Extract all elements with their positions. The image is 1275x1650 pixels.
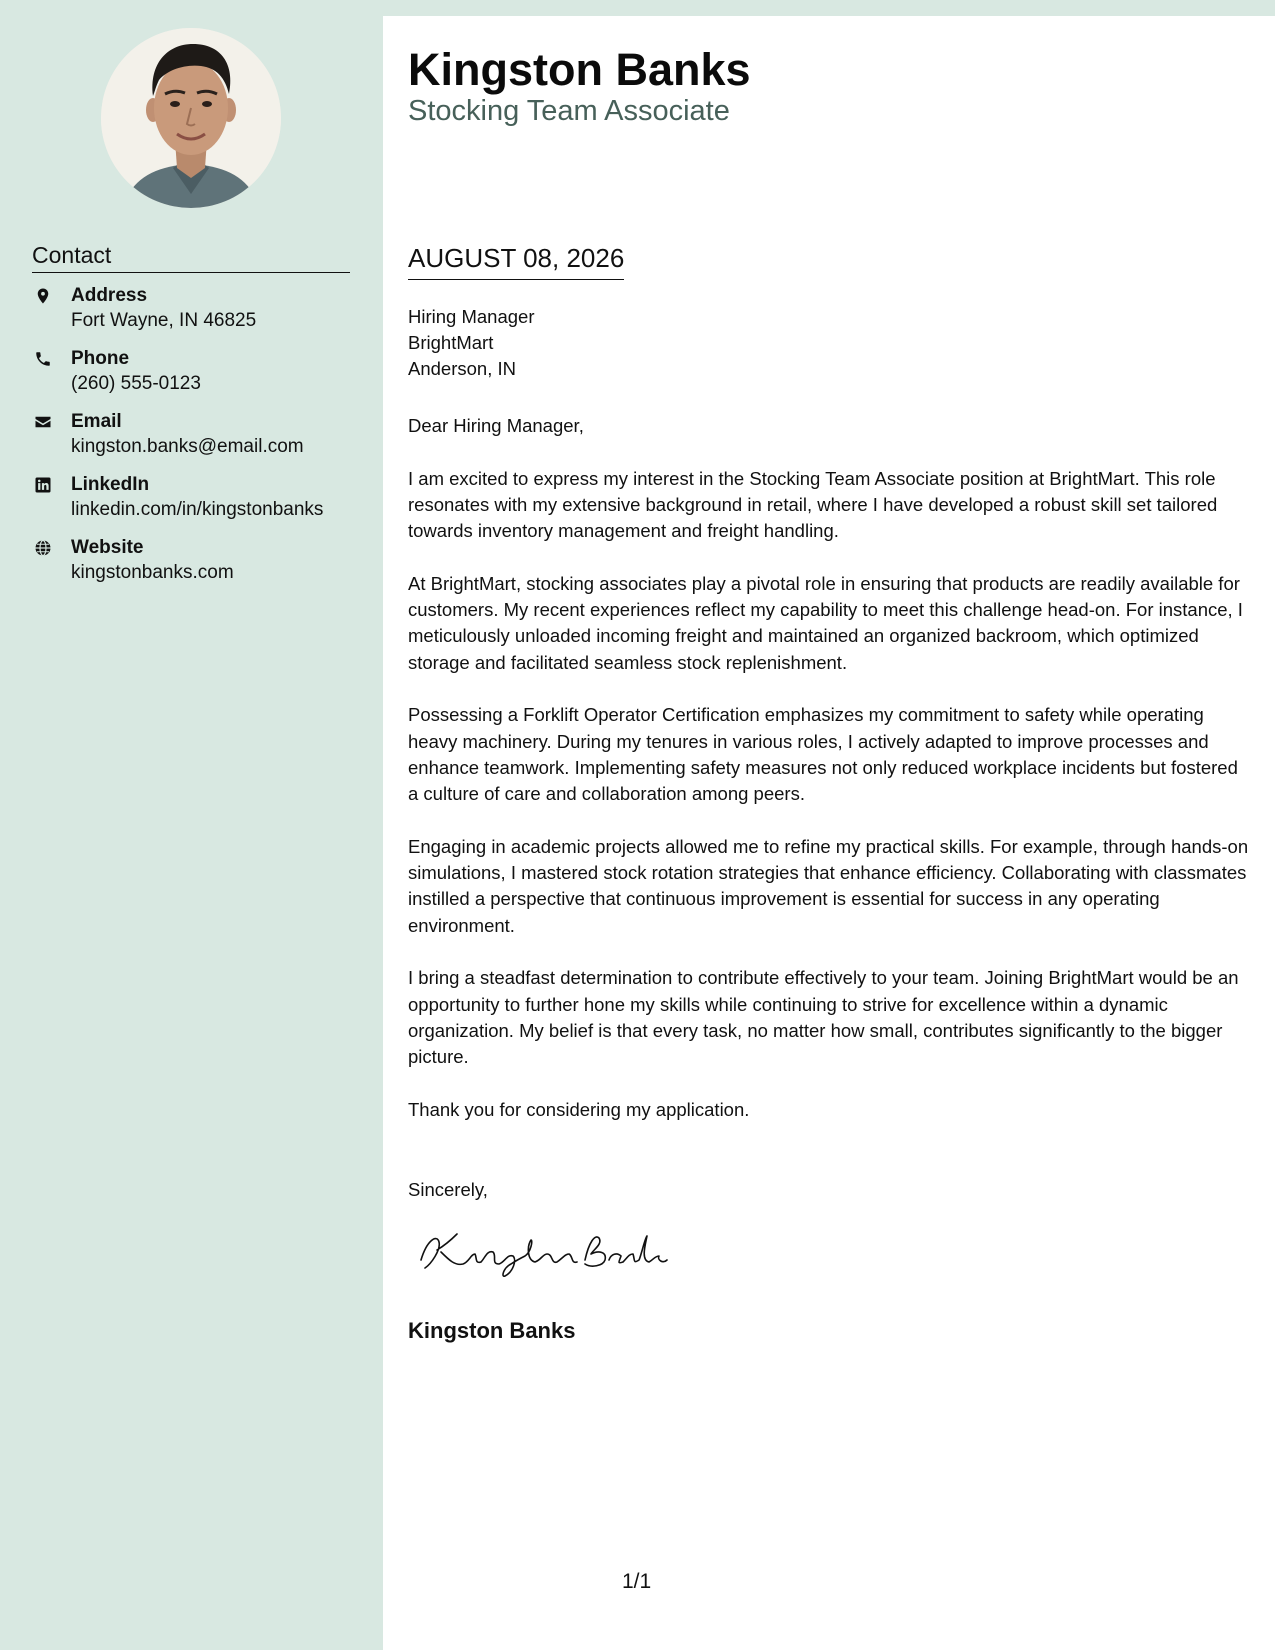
- contact-label-email: Email: [71, 411, 122, 432]
- letter-date: AUGUST 08, 2026: [408, 242, 624, 280]
- contact-value-address: Fort Wayne, IN 46825: [71, 310, 257, 331]
- sidebar: [0, 0, 383, 1650]
- globe-icon: [34, 539, 52, 557]
- handwritten-signature: [413, 1220, 673, 1280]
- letter-paragraph: I am excited to express my interest in the Stocking Team Associate position at BrightMart. This role resonates with my extensive background in retail, where I have developed a robust skill set tailored towards inventory management and freight handling.: [408, 467, 1218, 542]
- contact-value-linkedin: linkedin.com/in/kingstonbanks: [71, 499, 324, 520]
- letter-paragraph: Possessing a Forklift Operator Certification emphasizes my commitment to safety while operating heavy machinery. During my tenures in various roles, I actively adapted to improve processes and enhance teamwork. Implementing safety measures not only reduced workplace incidents but fostered a culture of care and collaboration among peers.: [408, 704, 1238, 805]
- recipient-line: BrightMart: [408, 332, 494, 353]
- recipient-line: Hiring Manager: [408, 306, 535, 327]
- contact-value-email: kingston.banks@email.com: [71, 436, 304, 457]
- letter-paragraph: I bring a steadfast determination to contribute effectively to your team. Joining BrightMart would be an opportunity to further hone my skills while continuing to strive for excellence within a dynamic organization. My belief is that every task, no matter how small, contributes significantly to the bigger picture.: [408, 967, 1239, 1068]
- letter-page: [383, 16, 1275, 1650]
- letter-body: [408, 413, 1250, 1149]
- page-number: 1/1: [622, 1570, 652, 1593]
- linkedin-icon: [34, 476, 52, 494]
- contact-label-website: Website: [71, 537, 144, 558]
- letter-paragraph: At BrightMart, stocking associates play a pivotal role in ensuring that products are readily available for customers. My recent experiences reflect my capability to meet this challenge head-on. For instance, I meticulously unloaded incoming freight and maintained an organized backroom, which optimized storage and facilitated seamless stock replenishment.: [408, 572, 1243, 673]
- contact-value-website: kingstonbanks.com: [71, 562, 234, 583]
- letter-paragraph: Engaging in academic projects allowed me to refine my practical skills. For example, through hands-on simulations, I mastered stock rotation strategies that enhance efficiency. Collaborating with classmates instilled a perspective that continuous improvement is essential for success in any operating environment.: [408, 835, 1249, 936]
- candidate-name: Kingston Banks: [408, 44, 751, 95]
- letter-closing: Sincerely,: [408, 1179, 488, 1200]
- envelope-icon: [34, 413, 52, 431]
- contact-label-linkedin: LinkedIn: [71, 474, 150, 495]
- contact-item-phone: [32, 346, 362, 409]
- contact-label-phone: Phone: [71, 348, 130, 369]
- profile-photo: [101, 28, 281, 208]
- contact-section-title: Contact: [32, 240, 350, 273]
- contact-item-linkedin: [32, 472, 362, 535]
- contact-item-address: [32, 283, 362, 346]
- contact-list: [32, 283, 362, 598]
- contact-value-phone: (260) 555-0123: [71, 373, 201, 394]
- letter-greeting: Dear Hiring Manager,: [408, 415, 584, 436]
- contact-item-email: [32, 409, 362, 472]
- map-pin-icon: [34, 287, 52, 305]
- recipient-line: Anderson, IN: [408, 358, 516, 379]
- letter-paragraph: Thank you for considering my application.: [408, 1098, 750, 1120]
- contact-item-website: [32, 535, 362, 598]
- signer-name: Kingston Banks: [408, 1318, 576, 1343]
- contact-label-address: Address: [71, 285, 148, 306]
- recipient-block: [408, 304, 534, 382]
- job-title: Stocking Team Associate: [408, 95, 730, 127]
- phone-icon: [34, 350, 52, 368]
